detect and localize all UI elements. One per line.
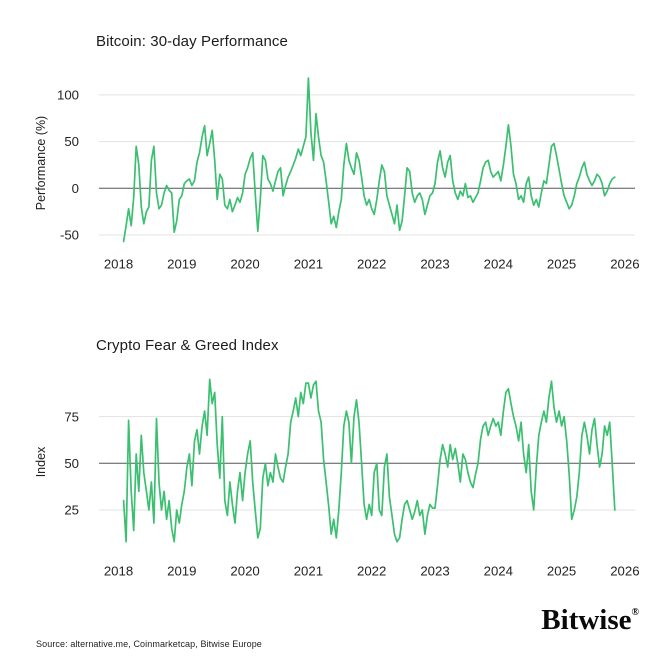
- x-tick-label: 2023: [420, 563, 450, 579]
- x-tick-label: 2023: [420, 256, 450, 272]
- series-line: [124, 78, 615, 241]
- y-tick-label: 100: [56, 87, 79, 103]
- chart-1-title: Bitcoin: 30-day Performance: [96, 33, 288, 50]
- x-tick-label: 2022: [357, 256, 387, 272]
- x-tick-label: 2025: [546, 256, 577, 272]
- y-tick-label: 50: [64, 134, 79, 150]
- x-tick-label: 2018: [103, 563, 134, 579]
- x-tick-label: 2018: [103, 256, 134, 272]
- y-tick-label: -50: [59, 227, 79, 243]
- x-tick-label: 2020: [230, 563, 260, 579]
- y-tick-label: 25: [64, 502, 79, 518]
- source-attribution: Source: alternative.me, Coinmarketcap, Bitwise Europe: [36, 639, 262, 649]
- x-tick-label: 2019: [167, 256, 197, 272]
- x-tick-label: 2026: [610, 256, 640, 272]
- x-tick-label: 2026: [610, 563, 640, 579]
- x-tick-label: 2022: [357, 563, 387, 579]
- y-tick-label: 0: [71, 180, 79, 196]
- x-tick-label: 2019: [167, 563, 197, 579]
- chart-2-title: Crypto Fear & Greed Index: [96, 337, 279, 354]
- series-line: [124, 379, 615, 541]
- registered-trademark-icon: ®: [631, 607, 639, 618]
- bitwise-logo-text: Bitwise: [541, 604, 632, 636]
- x-tick-label: 2025: [546, 563, 577, 579]
- x-tick-label: 2021: [293, 256, 324, 272]
- x-tick-label: 2021: [293, 563, 324, 579]
- y-tick-label: 75: [64, 409, 79, 425]
- chart-1-y-axis-label: Performance (%): [34, 115, 48, 211]
- chart-2-y-axis-label: Index: [34, 446, 48, 478]
- bitwise-logo: [541, 604, 639, 637]
- x-tick-label: 2024: [483, 563, 513, 579]
- x-tick-label: 2024: [483, 256, 513, 272]
- y-tick-label: 50: [64, 455, 79, 471]
- x-tick-label: 2020: [230, 256, 260, 272]
